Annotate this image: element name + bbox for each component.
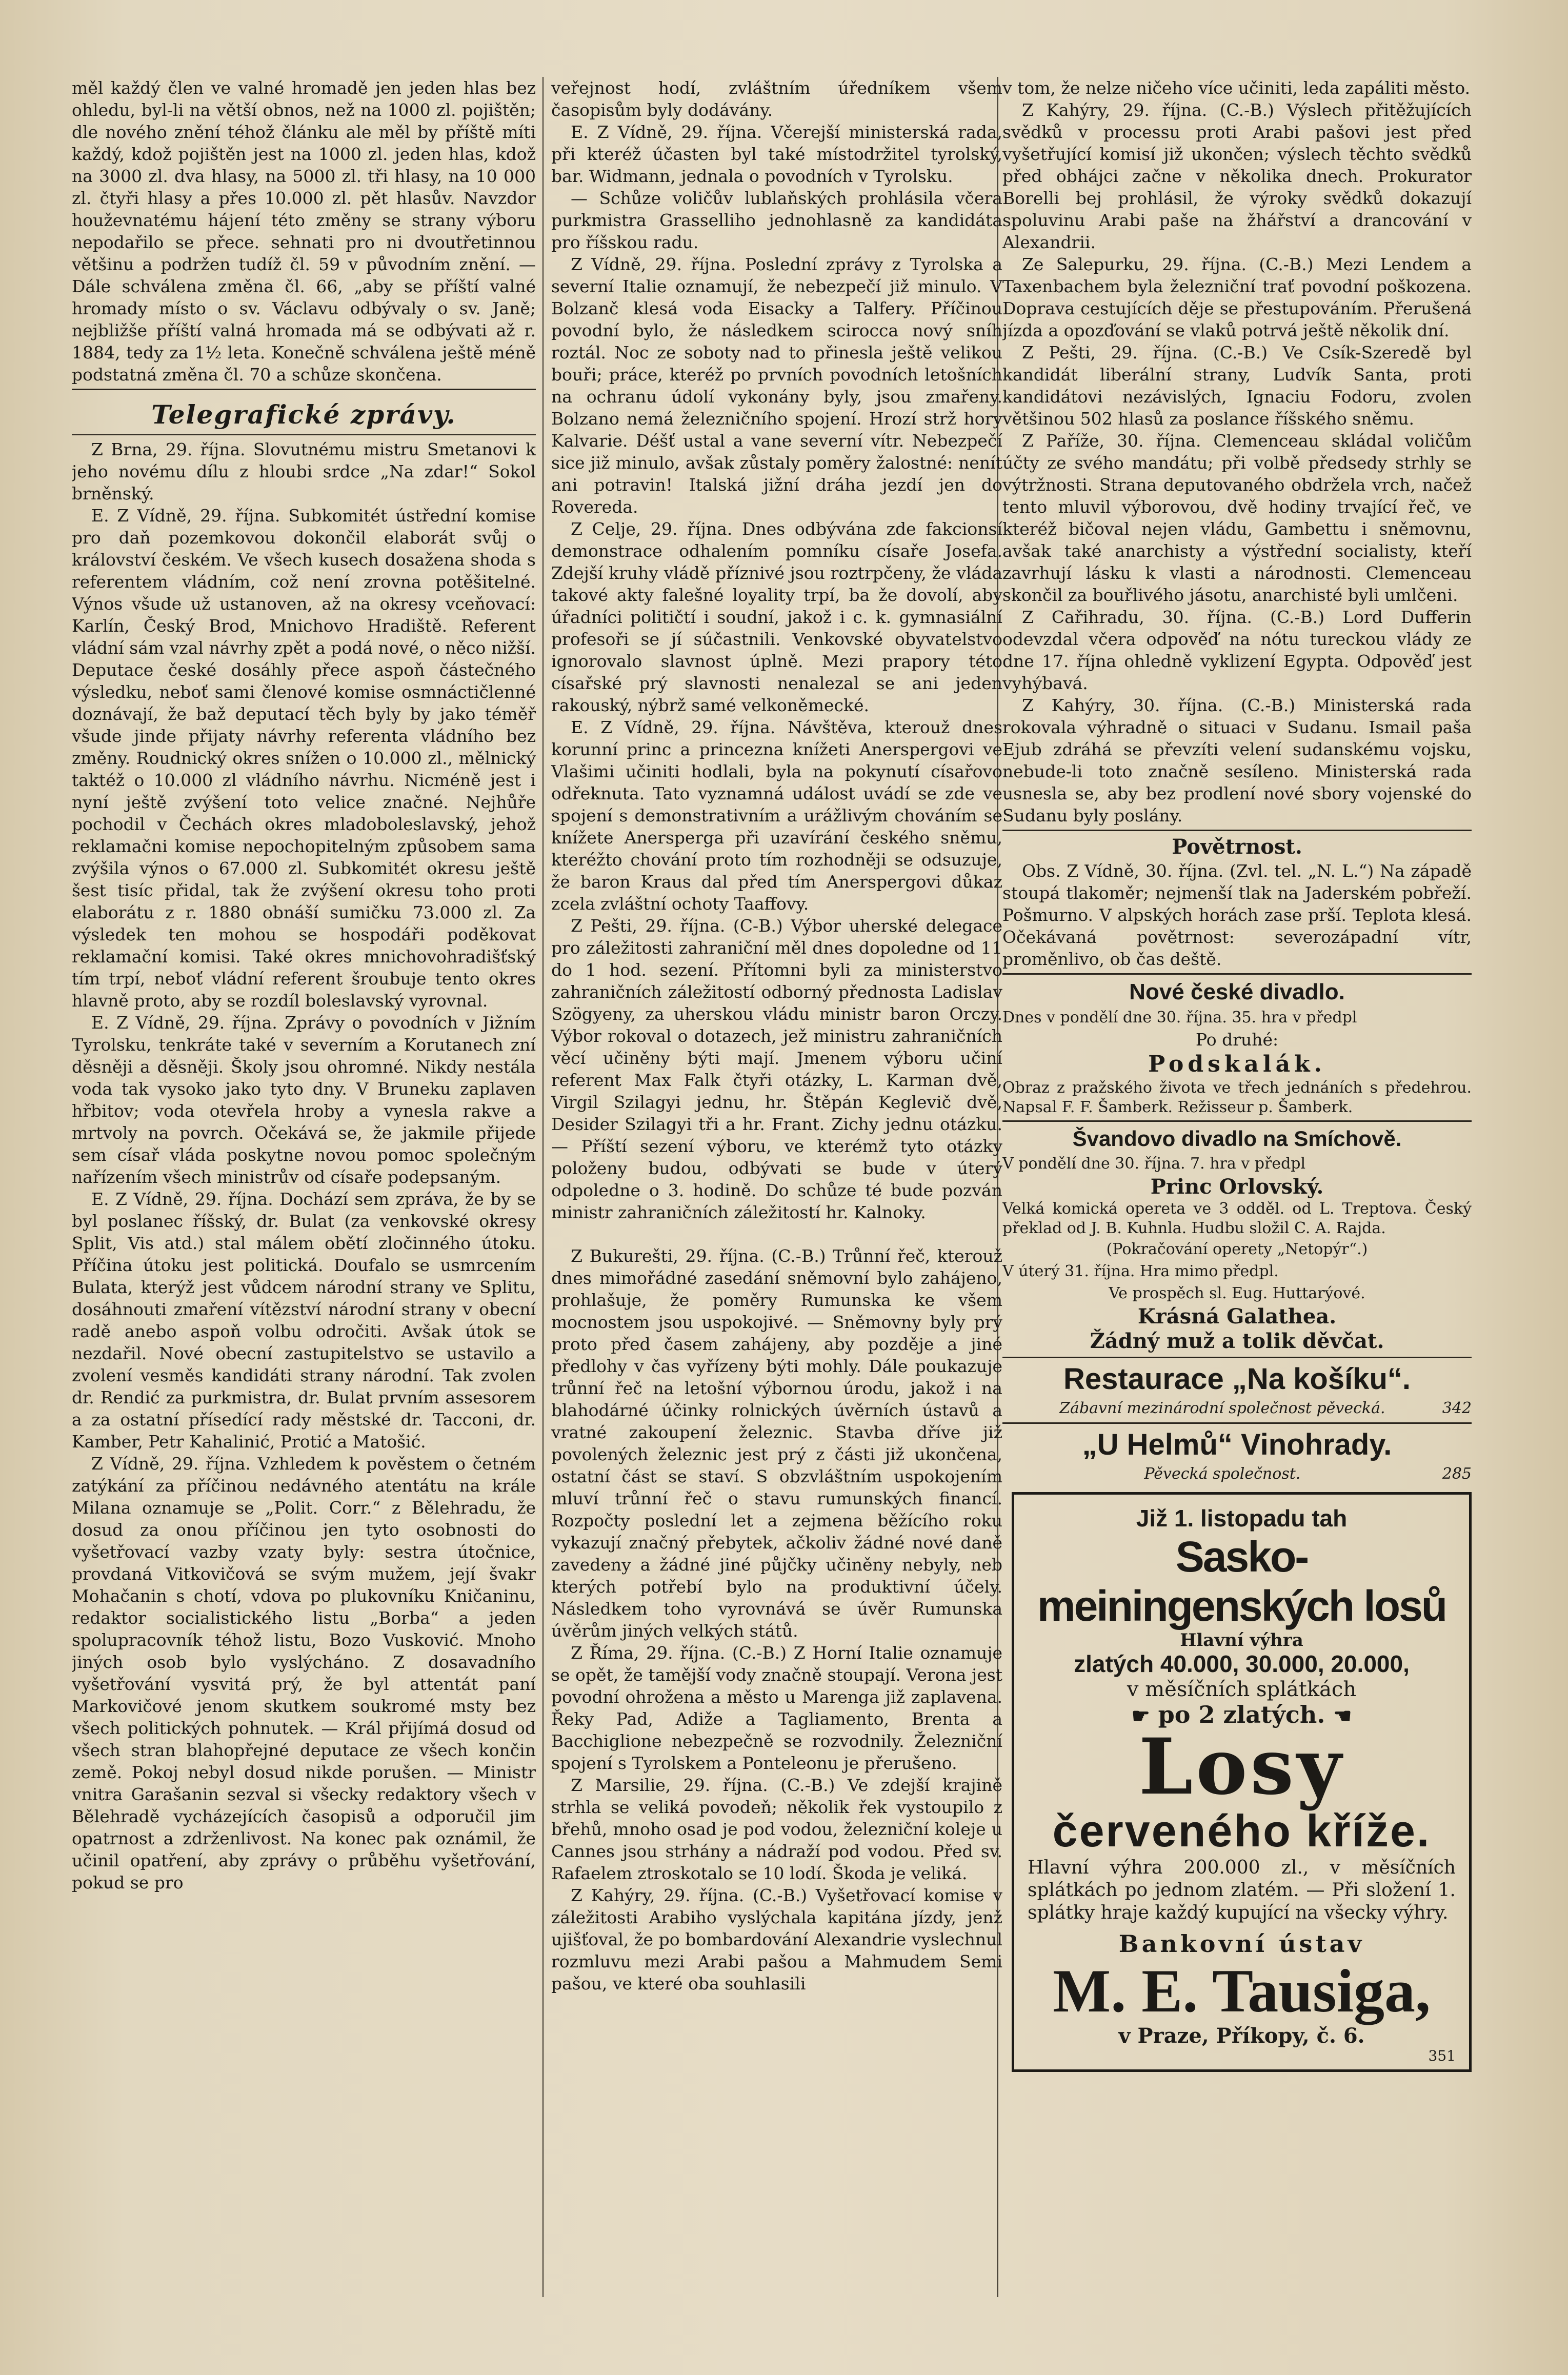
ad-line: v měsíčních splátkách xyxy=(1127,1677,1357,1701)
spacer xyxy=(551,1233,1002,1234)
telegram-item: Z Kahýry, 29. října. (C.-B.) Vyšetřovací komise v záležitosti Arabiho vyslýchala kapitána jízdy, jenž ujišťoval, že po bombardování Alexandrie vyslechnul rozmluvu mezi Arabi pašou a Mahmudem Semi pašou, ve které oba souhlasili xyxy=(551,1885,1002,1994)
article-text: měl každý člen ve valné hromadě jen jeden hlas bez ohledu, byl-li na větší obnos, než na 1000 zl. pojištěn; dle nového znění téhož článku ale měl by příště míti každý, kdož pojištěn jest na 1000 zl. jeden hlas, kdož na 3000 zl. dva hlasy, na 5000 zl. tři hlasy, na 10 000 zl. čtyři hlasy a přes 10.000 zl. pět hlasův. Navzdor houževnatému hájení této změny se strany výboru nepodařilo se přece. sehnati pro ni dvoutřetinnou většinu a podržen tudíž čl. 59 v původním znění. — Dále schválena změna čl. 66, „aby se příští valné hromady místo o sv. Václavu odbývaly o sv. Janě; nejbližše příští valná hromada má se odbývati až r. 1884, tedy za 1½ leta. Konečně schválena ještě méně podstatná změna čl. 70 a schůze skončena. xyxy=(72,78,536,385)
telegram-item: veřejnost hodí, zvláštním úředníkem všem časopisům byly dodávány. xyxy=(551,78,1002,120)
divider xyxy=(1002,973,1472,975)
ad-paragraph: Hlavní výhra 200.000 zl., v měsíčních splátkách po jednom zlatém. — Při složení 1. splátky hraje každý kupující na všecky výhry. xyxy=(1028,1857,1456,1923)
theatre-date: V úterý 31. října. Hra mimo předpl. xyxy=(1002,1262,1279,1280)
restaurant-subtitle: Zábavní mezinárodní společnost pěvecká. xyxy=(1059,1399,1385,1417)
telegram-item: Z Paříže, 30. října. Clemenceau skládal voličům účty ze svého mandátu; při volbě předsedy strhly se výtržnosti. Strana deputovaného obdržela vrch, načež tento mluvil výborovou, dvě hodiny trvající řeč, ve kteréž bičoval nejen vládu, Gambettu i sněmovnu, avšak také anarchisty a výstřední socialisty, kteří zavrhují lásku k vlasti a národnosti. Clemenceau skončil za bouřlivého jásotu, anarchisté byli umlčeni. xyxy=(1002,431,1472,605)
theatre-note: (Pokračování operety „Netopýr“.) xyxy=(1106,1240,1368,1258)
ad-number: 342 xyxy=(1442,1399,1472,1417)
ad-headline: Sasko-meiningenských losů xyxy=(1037,1532,1446,1630)
telegram-item: E. Z Vídně, 29. října. Dochází sem zpráva, že by se byl poslanec říšský, dr. Bulat (za venkovské okresy Split, Vis atd.) stal málem obětí zločinného útoku. Příčina útoku jest politická. Doufalo se usmrcením Bulata, kterýž jest vůdcem národní strany ve Splitu, dosáhnouti zmaření vítězství národní strany v obecní radě anebo aspoň volbu odročiti. Avšak útok se nezdařil. Nové obecní zastupitelstvo se ustavilo a zvolení vesměs kandidáti strany národní. Tak zvolen dr. Rendić za purkmistra, dr. Bulat prvním assesorem a za ostatní přísedící rady městské dr. Tacconi, dr. Kamber, Petr Kahalinić, Protić a Matošić. xyxy=(72,1189,536,1452)
ad-line: v Praze, Příkopy, č. 6. xyxy=(1118,2023,1365,2048)
lottery-advertisement xyxy=(1012,1492,1472,2072)
telegram-item: Z Celje, 29. října. Dnes odbývána zde fakcionsí demonstrace odhalením pomníku císaře Josefa. Zdejší kruhy vládě příznivé jsou roztrpčeny, že vláda takové akty falešné loyality trpí, ba že dovolí, aby úřadníci političtí i soudní, jakož i c. k. gymnasiální profesoři se jí súčastnili. Venkovské obyvatelstvo ignorovalo slavnost úplně. Mezi prapory této císařské prý slavnosti nenalezal se ani jeden rakouský, nýbrž samé velkoněmecké. xyxy=(551,519,1002,715)
telegram-item: E. Z Vídně, 29. října. Zprávy o povodních v Jižním Tyrolsku, tenkráte také v severním a Korutanech zní děsněji a děsněji. Školy jsou ohromné. Nikdy nestála voda tak vysoko jako tyto dny. V Bruneku zaplaven hřbitov; voda otevřela hroby a vynesla rakve a mrtvoly na povrch. Očekává se, že jakmile přijede sem císař vláda poskytne novou pomoc společným nařízením všech ministrův od císaře podepsaným. xyxy=(72,1013,536,1187)
divider xyxy=(1002,1120,1472,1122)
telegram-item: Z Pešti, 29. října. (C-B.) Výbor uherské delegace pro záležitosti zahraniční měl dnes dopoledne od 11 do 1 hod. sezení. Přítomni byli za ministerstvo zahraničních záležitostí odborný přednosta Ladislav Szögyeny, za uherskou vládu ministr baron Orczy. Výbor rokoval o dotazech, jež ministru zahraničních věcí učiněny býti mají. Jmenem výboru učiní referent Max Falk čtyři otázky, L. Karman dvě, Virgil Szilagyi jednu, hr. Štěpán Keglevič dvě, Desider Szilagyi tři a hr. Frant. Zichy jednu otázku. — Příští sezení výboru, ve kterémž tyto otázky položeny budou, odbývati se bude v úterý odpoledne o 3. hodině. Do schůze té bude pozván ministr zahraničních záležitostí hr. Kalnoky. xyxy=(551,916,1002,1222)
theatre-play-title: Krásná Galathea. xyxy=(1137,1304,1337,1329)
ad-headline: M. E. Tausiga, xyxy=(1053,1956,1431,2025)
telegram-item: Z Říma, 29. října. (C.-B.) Z Horní Italie oznamuje se opět, že tamější vody značně stoupají. Verona jest povodní ohrožena a město u Marenga již zaplavena. Řeky Pad, Adiže a Tagliamento, Brenta a Bacchiglione nebezpečně se rozvodnily. Železniční spojení s Tyrolskem a Ponteleonu je přerušeno. xyxy=(551,1643,1002,1773)
telegram-item: E. Z Vídně, 29. října. Včerejší ministerská rada, při kteréž účasten byl také místodržitel tyrolský, bar. Widmann, jednala o povodních v Tyrolsku. xyxy=(551,122,1002,186)
column-middle xyxy=(551,77,1002,2343)
theatre-date: V pondělí dne 30. října. 7. hra v předpl xyxy=(1002,1155,1306,1173)
theatre-heading: Nové české divadlo. xyxy=(1129,979,1345,1004)
telegram-item: E. Z Vídně, 29. října. Návštěva, kterouž dnes korunní princ a princezna knížeti Anerspergovi ve Vlašimi učiniti hodlali, byla na pokynutí císařovo odřeknuta. Tato vyznamná událost uvádí se zde ve spojení s demonstrativním a urážlivým chováním se knížete Anersperga při uzavírání českého sněmu, kteréžto chování proto tím rozhodněji se odsuzuje, že baron Kraus dal před tím Anerspergovi důkaz zcela zvláštní ochoty Taaffovy. xyxy=(551,717,1002,914)
telegram-item: Z Vídně, 29. října. Vzhledem k pověstem o četném zatýkání za příčinou nedávného atentátu na krále Milana oznamuje se „Polit. Corr.“ z Bělehradu, že dosud za onou příčinou jen tyto osobnosti do vyšetřovací vazby vzaty byly: sestra útočnice, provdaná Vitkovičová se svým mužem, její švakr Mohačanin s chotí, vdova po plukovníku Kničaninu, redaktor socialistického listu „Borba“ a jeden spolupracovník téhož listu, Bozo Vusković. Mnoho jiných osob bylo vyslýcháno. Z dosavadního vyšetřování vysvitá prý, že byl attentát paní Markovičové jenom skutkem soukromé msty bez všech politických pohnutek. — Král přijímá dosud od všech stran blahopřejné deputace ze všech končin země. Pokoj nebyl dosud nikde porušen. — Ministr vnitra Garašanin sezval si všecky redaktory všech v Bělehradě vycházejících časopisů a odporučil jim opatrnost a zdrženlivost. Na konec pak oznámil, že učinil opatření, aby zprávy o průběhu vyšetřování, pokud se pro xyxy=(72,1454,536,1893)
telegram-item: Z Vídně, 29. října. Poslední zprávy z Tyrolska a severní Italie oznamují, že nebezpečí již minulo. V Bolzanč klesá voda Eisacky a Talfery. Příčinou povodní bylo, že následkem scirocca nový sníh roztál. Noc ze soboty nad to přinesla ještě velikou bouři; práce, kteréž po prvních povodních letošních na ochranu údolí vykonány byly, jsou zmařeny. Bolzano nemá železničního spojení. Hrozí strž hory Kalvarie. Déšť ustal a vane severní vítr. Nebezpečí sice již minulo, avšak zůstaly poměry žalostné: nenít ani potravin! Italská jižní dráha jezdí jen do Rovereda. xyxy=(551,254,1002,517)
divider xyxy=(72,434,536,435)
column-right xyxy=(1002,77,1472,2343)
restaurant-subtitle: Pěvecká společnost. xyxy=(1144,1465,1301,1483)
column-rule-left xyxy=(542,77,544,2297)
restaurant-subtitle-row xyxy=(1002,1463,1472,1485)
telegram-item: v tom, že nelze ničeho více učiniti, leda zapáliti město. xyxy=(1002,78,1471,98)
ad-number: 351 xyxy=(1428,2047,1456,2064)
theatre-play-subtitle: Žádný muž a tolik děvčat. xyxy=(1090,1329,1384,1353)
theatre-play-title: Princ Orlovský. xyxy=(1150,1175,1324,1199)
ad-headline: Losy xyxy=(1138,1721,1345,1812)
ad-line: Již 1. listopadu tah xyxy=(1136,1505,1348,1532)
pointing-hand-icon: ☛ xyxy=(1131,1703,1150,1728)
theatre-description: Velká komická opereta ve 3 odděl. od L. Treptova. Český překlad od J. B. Kuhnla. Hudbu složil C. A. Rajda. xyxy=(1002,1200,1472,1237)
restaurant-title: Restaurace „Na košíku“. xyxy=(1063,1362,1411,1396)
theatre-play-title: Podskalák. xyxy=(1148,1051,1326,1077)
theatre-date: Dnes v pondělí dne 30. října. 35. hra v předpl xyxy=(1002,1009,1357,1027)
telegram-item: Z Brna, 29. října. Slovutnému mistru Smetanovi k jeho novému dílu z hloubi srdce „Na zdar!“ Sokol brněnský. xyxy=(72,439,536,504)
pointing-hand-icon: ☚ xyxy=(1333,1703,1352,1728)
telegram-item: Z Marsilie, 29. října. (C.-B.) Ve zdejší krajině strhla se veliká povodeň; několik řek vystoupilo z břehů, mnoho osad je pod vodou, železniční koleje u Cannes jsou strhány a nádraží pod vodou. Před sv. Rafaelem ztroskotalo se 10 lodí. Škoda je veliká. xyxy=(551,1775,1002,1883)
theatre-note: Po druhé: xyxy=(1195,1030,1279,1050)
ad-line: Hlavní výhra xyxy=(1180,1629,1303,1651)
telegram-item: Z Cařihradu, 30. října. (C.-B.) Lord Dufferin odevzdal včera odpověď na nótu tureckou vlády ze dne 17. října ohledně vyklizení Egypta. Odpověď jest vyhýbavá. xyxy=(1002,607,1472,693)
ad-line: po 2 zlatých. xyxy=(1158,1700,1325,1728)
weather-heading: Povětrnost. xyxy=(1172,835,1302,859)
theatre-heading: Švandovo divadlo na Smíchově. xyxy=(1072,1126,1402,1151)
ad-line: Bankovní ústav xyxy=(1118,1929,1365,1958)
theatre-note: Ve prospěch sl. Eug. Huttarýové. xyxy=(1109,1284,1365,1302)
restaurant-title: „U Helmů“ Vinohrady. xyxy=(1082,1428,1392,1461)
theatre-description: Obraz z pražského života ve třech jednáních s předehrou. Napsal F. F. Šamberk. Režisseur p. Šamberk. xyxy=(1002,1079,1472,1116)
weather-report: Obs. Z Vídně, 30. října. (Zvl. tel. „N. L.“) Na západě stoupá tlakoměr; nejmenší tlak na Jaderském pobřeží. Pošmurno. V alpských horách zase prší. Teplota klesá. Očekávaná povětrnost: severozápadní vítr, proměnlivo, ob čas deště. xyxy=(1002,861,1472,969)
ad-headline: červeného kříže. xyxy=(1052,1805,1431,1856)
divider xyxy=(72,389,536,390)
telegram-item: — Schůze voličův lublaňských prohlásila včera purkmistra Grasselliho jednohlasně za kandidáta pro říšskou radu. xyxy=(551,188,1002,252)
divider xyxy=(1002,830,1472,831)
telegram-item: Z Pešti, 29. října. (C.-B.) Ve Csík-Szeredě byl kandidát liberální strany, Ludvík Santa, proti kandidátovi nezávislých, Ignaciu Fodoru, zvolen většinou 502 hlasů za poslance říšského sněmu. xyxy=(1002,343,1472,429)
telegram-item: Ze Salepurku, 29. října. (C.-B.) Mezi Lendem a Taxenbachem byla železniční trať povodní poškozena. Doprava cestujících děje se přestupováním. Přerušená jízda a opozďování se vlaků potrvá ještě několik dní. xyxy=(1002,254,1472,340)
telegram-item: E. Z Vídně, 29. října. Subkomitét ústřední komise pro daň pozemkovou dokončil elaborát svůj o království českém. Ve všech kusech dosažena shoda s referentem vládním, což není zrovna potěšitelné. Výnos všude už ustanoven, až na okresy vceňovací: Karlín, Český Brod, Mnichovo Hradiště. Referent vládní sám vzal návrhy zpět a podá nové, o něco nižší. Deputace české dosáhly přece aspoň částečného výsledku, neboť sami členové komise osmnáctičlenné doznávají, že baž deputací těch byly by jako téměř všude jinde přijaty návrhy referenta vládního bez změny. Roudnický okres snížen o 10.000 zl., mělnický taktéž o 10.000 zl vládního návrhu. Nicméně jest i nyní ještě zvýšení toto velice značné. Nejhůře pochodil v Čechách okres mladoboleslavský, jehož reklamačni komise nepochopitelným způsobem sama zvýšila výnos o 67.000 zl. Subkomitét okresu ještě šest tisíc přidal, tak že zvýšení okresu toho proti elaborátu z r. 1880 obnáší sumičku 73.000 zl. Za výsledek ten mohou se hospodáři poděkovat reklamační komisi. Také okres mnichovohradišťský tím trpí, neboť vládní referent šroubuje tento okres hlavně proto, aby se rozdíl boleslavský vyrovnal. xyxy=(72,506,536,1011)
divider xyxy=(1002,1422,1472,1424)
section-heading: Telegrafické zprávy. xyxy=(151,399,456,430)
restaurant-subtitle-row xyxy=(1002,1397,1472,1419)
ad-line: zlatých 40.000, 30.000, 20.000, xyxy=(1074,1650,1410,1677)
telegram-item: Z Kahýry, 30. října. (C.-B.) Ministerská rada rokovala výhradně o situaci v Sudanu. Ismail paša Ejub zdráhá se převzíti velení sudanskému vojsku, nebude-li toto značně sesíleno. Ministerská rada usnesla se, aby bez prodlení nové sbory vojenské do Sudanu byly poslány. xyxy=(1002,695,1472,826)
column-left xyxy=(72,77,536,2343)
telegram-item: Z Kahýry, 29. října. (C.-B.) Výslech přitěžujících svědků v processu proti Arabi pašovi jest před vyšetřující komisí již ukončen; výslech těchto svědků před obhájci začne v několika dnech. Prokurator Borelli bej prohlásil, že výroky svědků dokazují spoluvinu Arabi paše na žhářství a drancování v Alexandrii. xyxy=(1002,100,1472,252)
ad-number: 285 xyxy=(1442,1465,1472,1483)
divider xyxy=(1002,1357,1472,1358)
telegram-item: Z Bukurešti, 29. října. (C.-B.) Trůnní řeč, kterouž dnes mimořádné zasedání sněmovní bylo zahájeno, prohlašuje, že poměry Rumunska ke všem mocnostem jsou uspokojivé. — Sněmovny byly prý proto před časem zahájeny, aby pozděje a jiné předlohy v čas vyřízeny býti mohly. Dále poukazuje trůnní řeč na letošní výbornou úrodu, jakož i na blahodárné účinky rolnických úvěrních ústavů a vratné zakoupení železnic. Stavba dříve již povolených železnic jest prý z části již ukončena, ostatní část se staví. S obzvláštním uspokojením mluví trůnní řeč o stavu rumunských financí. Rozpočty poslední let a zejmena běžícího roku vykazují značný přebytek, ačkoliv žádné nové daně zavedeny a žádné jiné půjčky učiněny nebyly, neb kterých potřebí bylo na produktivní účely. Následkem toho vyrovnává se úvěr Rumunska úvěrům jiných velkých států. xyxy=(551,1246,1002,1641)
